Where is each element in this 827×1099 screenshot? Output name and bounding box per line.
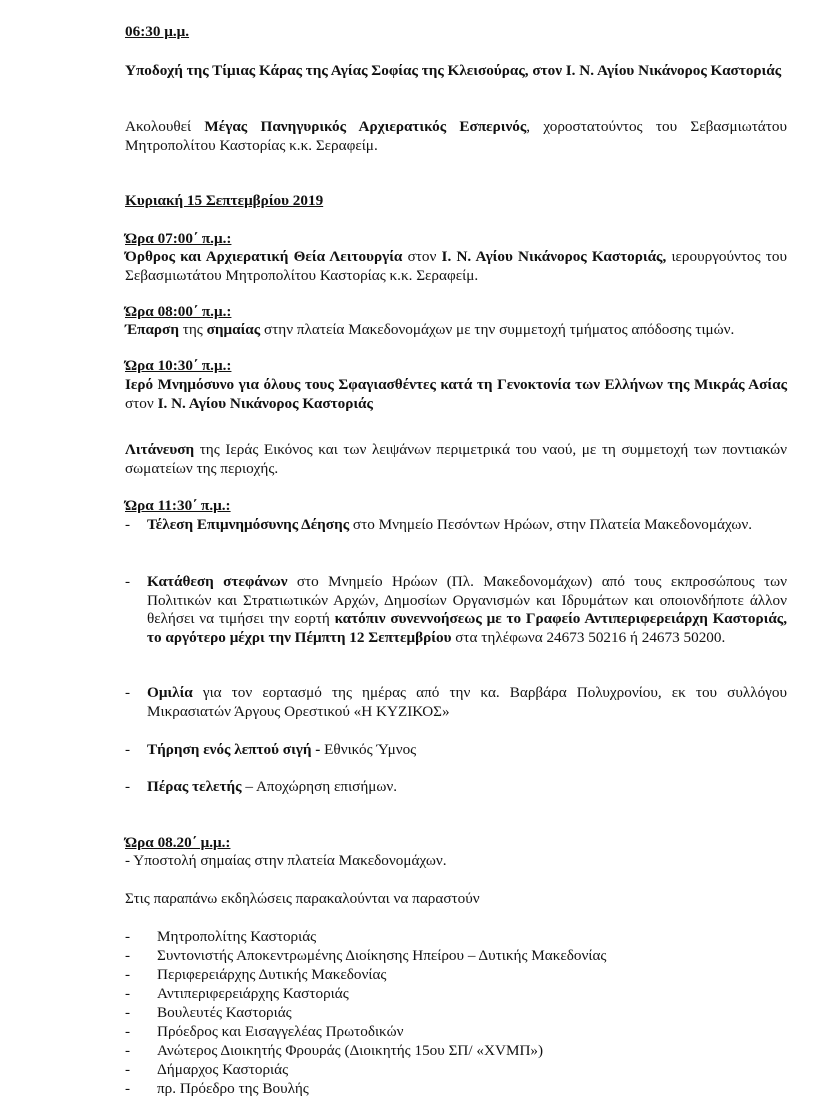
- attendee-name: Βουλευτές Καστοριάς: [157, 1004, 292, 1021]
- time-heading-2020: Ώρα 08.20΄ μ.μ.:: [125, 834, 231, 851]
- list-item-speech: [125, 684, 787, 721]
- attendee-name: Δήμαρχος Καστοριάς: [157, 1061, 289, 1078]
- flag-raising-paragraph: [125, 321, 787, 340]
- flag-raising-bold: Έπαρση: [125, 321, 179, 338]
- memorial-church: Ι. Ν. Αγίου Νικάνορος Καστοριάς: [157, 394, 373, 412]
- doxology-text: [147, 516, 787, 535]
- liturgy-paragraph: [125, 248, 787, 285]
- flag-lowering-line: - Υποστολή σημαίας στην πλατεία Μακεδονομάχων.: [125, 852, 447, 869]
- end-text: [147, 778, 787, 797]
- dash-bullet: -: [125, 1042, 131, 1059]
- speech-rest: για τον εορτασμό της ημέρας από την κα. Βαρβάρα Πολυχρονίου, εκ του συλλόγου Μικρασιατών Άργους Ορεστικού «Η ΚΥΖΙΚΟΣ»: [147, 684, 787, 720]
- attendee-item: [125, 1061, 787, 1080]
- procession-bold: Λιτάνευση: [125, 441, 195, 458]
- dash-bullet: -: [125, 1023, 131, 1040]
- vespers-pre: Ακολουθεί: [125, 118, 205, 135]
- vespers-bold: Μέγας Πανηγυρικός Αρχιερατικός Εσπερινός: [204, 118, 527, 135]
- dash-bullet: -: [125, 778, 131, 795]
- time-heading-0630: 06:30 μ.μ.: [125, 23, 190, 40]
- procession-paragraph: [125, 441, 787, 478]
- attendee-name: Ανώτερος Διοικητής Φρουράς (Διοικητής 15ου ΣΠ/ «ΧVΜΠ»): [157, 1042, 544, 1059]
- attendee-item: [125, 1004, 787, 1023]
- speech-bold: Ομιλία: [147, 684, 193, 701]
- wreath-phones: στα τηλέφωνα 24673 50216 ή 24673 50200.: [451, 628, 726, 646]
- doxology-rest: στο Μνημείο Πεσόντων Ηρώων, στην Πλατεία Μακεδονομάχων.: [349, 516, 753, 533]
- vespers-post: , χοροστατούντος του Σεβασμιωτάτου Μητροπολίτου Καστορίας κ.κ. Σεραφείμ.: [125, 118, 787, 154]
- dash-bullet: -: [125, 947, 131, 964]
- vespers-paragraph: [125, 118, 787, 155]
- silence-text: [147, 741, 787, 760]
- wreath-text-1: στο Μνημείο Ηρώων (Πλ. Μακεδονομάχων) από τους εκπροσώπους των Πολιτικών και Στρατιωτικών Αρχών, Δημοσίων Οργανισμών και Ιδρυμάτων και οποιονδήποτε άλλον θελήσει να τιμήσει την εορτή: [147, 573, 788, 627]
- time-heading-0800: Ώρα 08:00΄ π.μ.:: [125, 303, 232, 320]
- attendee-item: [125, 966, 787, 985]
- dash-bullet: -: [125, 516, 131, 533]
- liturgy-church: Ι. Ν. Αγίου Νικάνορος Καστοριάς,: [441, 248, 667, 265]
- liturgy-text-1: στον: [402, 248, 442, 265]
- attendee-item: [125, 1023, 787, 1042]
- dash-bullet: -: [125, 1061, 131, 1078]
- dash-bullet: -: [125, 684, 131, 701]
- wreath-text: [147, 573, 787, 647]
- memorial-bold: Ιερό Μνημόσυνο για όλους τους Σφαγιασθέντες κατά τη Γενοκτονία των Ελλήνων της Μικράς Ασίας: [125, 376, 787, 393]
- procession-text: της Ιεράς Εικόνος και των λειψάνων περιμετρικά του ναού, με τη συμμετοχή των ποντιακών σωματείων της περιοχής.: [125, 441, 787, 477]
- attendee-name: Μητροπολίτης Καστοριάς: [157, 928, 317, 945]
- list-item-wreath: [125, 573, 787, 647]
- liturgy-bold: Όρθρος και Αρχιερατική Θεία Λειτουργία: [125, 248, 403, 265]
- reception-text: Υποδοχή της Τίμιας Κάρας της Αγίας Σοφίας της Κλεισούρας, στον Ι. Ν. Αγίου Νικάνορος Καστοριάς: [125, 62, 782, 79]
- end-rest: – Αποχώρηση επισήμων.: [241, 778, 398, 795]
- dash-bullet: -: [125, 928, 131, 945]
- flag-text-2: στην πλατεία Μακεδονομάχων με την συμμετοχή τμήματος απόδοσης τιμών.: [260, 321, 735, 338]
- time-heading-0700: Ώρα 07:00΄ π.μ.:: [125, 230, 232, 247]
- memorial-paragraph: [125, 376, 787, 413]
- attendees-intro: Στις παραπάνω εκδηλώσεις παρακαλούνται να παραστούν: [125, 890, 480, 907]
- list-item-silence: [125, 741, 787, 760]
- dash-bullet: -: [125, 966, 131, 983]
- flag-text-1: της: [178, 321, 207, 338]
- reception-paragraph: [125, 62, 787, 81]
- speech-text: [147, 684, 787, 721]
- doxology-bold: Τέλεση Επιμνημόσυνης Δέησης: [147, 516, 350, 533]
- dash-bullet: -: [125, 1004, 131, 1021]
- dash-bullet: -: [125, 985, 131, 1002]
- time-heading-1130: Ώρα 11:30΄ π.μ.:: [125, 497, 231, 514]
- dash-bullet: -: [125, 741, 131, 758]
- silence-rest: Εθνικός Ύμνος: [320, 741, 417, 758]
- flag-bold: σημαίας: [206, 321, 261, 338]
- dash-bullet: -: [125, 573, 131, 590]
- attendee-item: [125, 947, 787, 966]
- silence-bold: Τήρηση ενός λεπτού σιγή -: [147, 741, 321, 758]
- attendee-name: Πρόεδρος και Εισαγγελέας Πρωτοδικών: [157, 1023, 404, 1040]
- liturgy-text-2: ιερουργούντος του Σεβασμιωτάτου Μητροπολίτου Καστορίας κ.κ. Σεραφείμ.: [125, 248, 787, 284]
- memorial-text: στον: [125, 394, 158, 412]
- attendee-name: Συντονιστής Αποκεντρωμένης Διοίκησης Ηπείρου – Δυτικής Μακεδονίας: [157, 947, 607, 964]
- attendee-name: Αντιπεριφερειάρχης Καστοριάς: [157, 985, 349, 1002]
- end-bold: Πέρας τελετής: [147, 778, 242, 795]
- attendee-item: [125, 1042, 787, 1061]
- wreath-bold: Κατάθεση στεφάνων: [147, 573, 288, 590]
- time-heading-1030: Ώρα 10:30΄ π.μ.:: [125, 357, 232, 374]
- list-item-end: [125, 778, 787, 797]
- list-item-doxology: [125, 516, 787, 535]
- sunday-date-heading: Κυριακή 15 Σεπτεμβρίου 2019: [125, 192, 324, 209]
- dash-bullet: -: [125, 1080, 131, 1097]
- attendee-item: [125, 928, 787, 947]
- wreath-bold-2: κατόπιν συνεννοήσεως με το Γραφείο Αντιπεριφερειάρχη Καστοριάς, το αργότερο μέχρι την Πέμπτη 12 Σεπτεμβρίου: [147, 610, 788, 646]
- attendee-item: [125, 1080, 787, 1099]
- attendee-name: πρ. Πρόεδρο της Βουλής: [157, 1080, 309, 1097]
- attendee-name: Περιφερειάρχης Δυτικής Μακεδονίας: [157, 966, 387, 983]
- attendee-item: [125, 985, 787, 1004]
